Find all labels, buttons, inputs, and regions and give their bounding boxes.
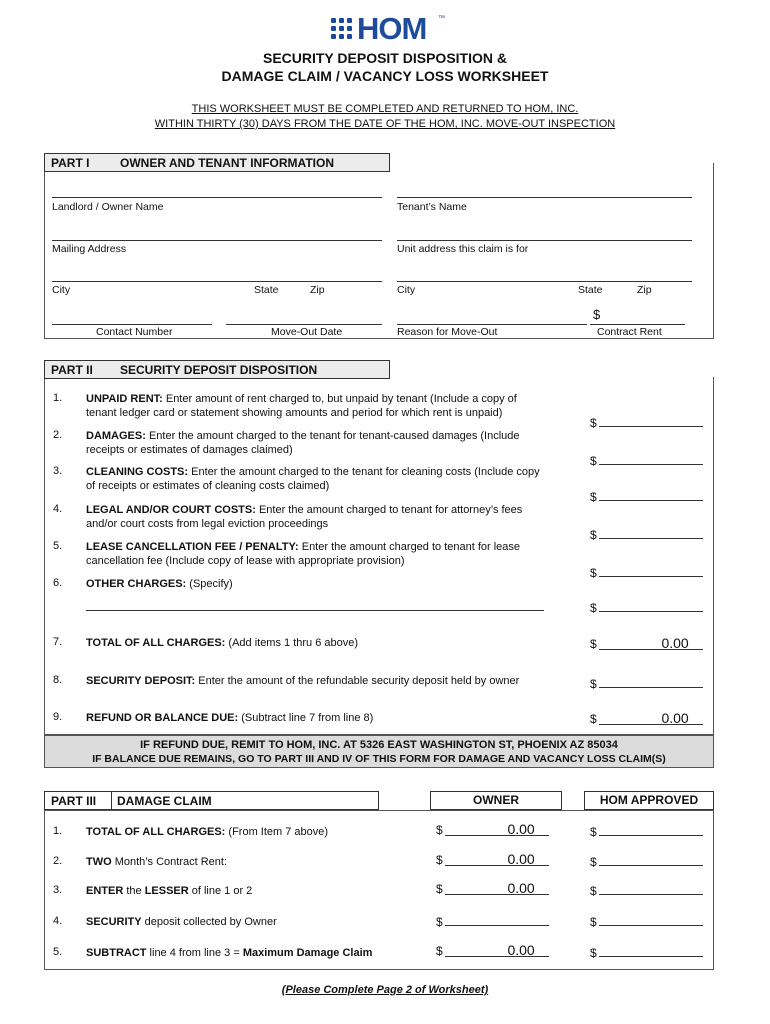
dollar-sign: $ [590,915,597,929]
part2-amount-value[interactable] [599,413,703,427]
part2-item-number: 4. [53,503,63,515]
landlord-name-label: Landlord / Owner Name [52,201,164,213]
dollar-sign: $ [590,884,597,898]
part3-item-description [86,946,372,960]
part2-item-number: 8. [53,674,63,686]
part2-item-label: REFUND OR BALANCE DUE: [86,712,239,724]
part2-item-number: 6. [53,577,63,589]
owner-amount-field[interactable] [436,912,549,929]
moveout-date-label: Move-Out Date [271,326,343,338]
part2-amount-field[interactable] [590,413,703,430]
part2-item-label: DAMAGES: [86,430,146,442]
dollar-sign: $ [590,454,597,468]
mailing-address-field[interactable] [52,240,382,241]
part3-number: PART III [51,794,97,808]
part3-item-text: the [123,885,145,897]
part3-item-number: 3. [53,884,63,896]
dollar-sign: $ [436,882,443,896]
part2-number: PART II [51,363,93,377]
remit-banner-line1: IF REFUND DUE, REMIT TO HOM, INC. AT 5326 EAST WASHINGTON ST, PHOENIX AZ 85034 [140,739,618,751]
mailing-address-label: Mailing Address [52,243,127,255]
dollar-sign: $ [590,825,597,839]
company-logo [330,11,450,46]
dollar-sign: $ [590,855,597,869]
part2-amount-value[interactable] [599,525,703,539]
part2-title: SECURITY DEPOSIT DISPOSITION [120,363,318,377]
part2-item-text: Enter the amount charged to the tenant for tenant-caused damages (Include [145,430,520,442]
hom-approved-amount-field[interactable] [590,912,703,929]
part3-item-text: SECURITY [86,916,142,928]
part2-amount-value[interactable]: 0.00 [599,636,703,650]
owner-state-label: State [254,284,279,296]
dollar-sign: $ [436,944,443,958]
footer-note: (Please Complete Page 2 of Worksheet) [281,984,489,996]
dollar-sign: $ [590,528,597,542]
part3-item-text: ENTER [86,885,124,897]
part3-item-number: 5. [53,946,63,958]
part2-amount-field[interactable] [590,563,703,580]
part3-title: DAMAGE CLAIM [117,794,212,808]
remit-banner-line2: IF BALANCE DUE REMAINS, GO TO PART III AND IV OF THIS FORM FOR DAMAGE AND VACANCY LOSS CLAIM(S) [92,753,666,765]
contact-number-field[interactable] [52,324,212,325]
part3-item-text: TWO [86,856,112,868]
part2-amount-value[interactable]: 0.00 [599,711,703,725]
part1-header [44,153,390,172]
dollar-sign: $ [590,946,597,960]
owner-amount-field-value[interactable]: 0.00 [445,852,549,866]
tenant-name-field[interactable] [397,197,692,198]
form-title-line1: SECURITY DEPOSIT DISPOSITION & [262,50,507,66]
reason-moveout-label: Reason for Move-Out [397,326,498,338]
part2-item-description [86,674,556,688]
part2-amount-field[interactable] [590,711,703,726]
owner-amount-field[interactable] [436,852,549,867]
part2-item-number: 3. [53,465,63,477]
owner-amount-field[interactable] [436,943,549,958]
part2-item-text-continued: receipts or estimates of damages claimed) [86,444,293,456]
part2-amount-field[interactable] [590,598,703,615]
remit-banner [44,735,714,768]
other-charges-specify-field[interactable] [86,610,544,611]
part2-amount-field[interactable] [590,525,703,542]
owner-amount-field-value[interactable]: 0.00 [445,943,549,957]
contract-rent-field[interactable] [590,324,685,325]
part2-amount-value[interactable] [599,598,703,612]
part3-item-text: TOTAL OF ALL CHARGES: [86,826,226,838]
owner-city-state-zip-field[interactable] [52,281,382,282]
part1-number: PART I [51,156,90,170]
part2-amount-value[interactable] [599,451,703,465]
part3-item-text: (From Item 7 above) [225,826,329,838]
part2-amount-field[interactable] [590,674,703,691]
part2-item-description [86,540,556,568]
part2-item-description [86,392,556,420]
dollar-sign: $ [436,915,443,929]
landlord-name-field[interactable] [52,197,382,198]
dollar-sign: $ [436,853,443,867]
part2-item-text-continued: cancellation fee (Include copy of lease with appropriate provision) [86,555,405,567]
logo-trademark: ™ [438,15,445,22]
part3-item-text: deposit collected by Owner [141,916,277,928]
part3-item-text: Maximum Damage Claim [242,947,373,959]
part2-item-text-continued: tenant ledger card or statement showing amounts and period for which rent is unpaid) [86,407,503,419]
dollar-sign: $ [436,823,443,837]
hom-approved-amount-field[interactable] [590,822,703,839]
part2-item-number: 5. [53,540,63,552]
tenant-name-label: Tenant’s Name [397,201,467,213]
rent-dollar-sign: $ [593,307,601,322]
part3-item-text: LESSER [144,885,189,897]
hom-approved-column-header: HOM APPROVED [584,791,714,810]
part2-item-description [86,711,556,725]
part2-item-text: Enter amount of rent charged to, but unpaid by tenant (Include a copy of [162,393,517,405]
part2-item-number: 2. [53,429,63,441]
part3-item-text: Month’s Contract Rent: [111,856,228,868]
logo-dots-icon [330,17,356,43]
owner-column-header: OWNER [430,791,562,810]
dollar-sign: $ [590,416,597,430]
part3-item-description [86,915,277,929]
part2-item-description [86,577,556,591]
part2-amount-field[interactable] [590,636,703,651]
unit-address-field[interactable] [397,240,692,241]
hom-approved-amount-field-value[interactable] [599,943,703,957]
part2-item-number: 9. [53,711,63,723]
owner-amount-field-value[interactable]: 0.00 [445,881,549,895]
part2-item-text: Enter the amount charged to the tenant for cleaning costs (Include copy [188,466,540,478]
part2-item-label: SECURITY DEPOSIT: [86,675,196,687]
logo-text: HOM [357,11,427,46]
instructions-line2: WITHIN THIRTY (30) DAYS FROM THE DATE OF THE HOM, INC. MOVE-OUT INSPECTION [154,118,616,130]
part3-item-description [86,855,227,869]
hom-approved-amount-field-value[interactable] [599,822,703,836]
unit-address-label: Unit address this claim is for [397,243,529,255]
owner-amount-field[interactable] [436,822,549,837]
part2-item-text-continued: and/or court costs from legal eviction proceedings [86,518,329,530]
owner-amount-field-value[interactable]: 0.00 [445,822,549,836]
part2-item-text: Enter the amount charged to tenant for lease [298,541,521,553]
part2-header [44,360,390,379]
part3-item-number: 1. [53,825,63,837]
hom-approved-amount-field[interactable] [590,881,703,898]
part2-item-label: LEASE CANCELLATION FEE / PENALTY: [86,541,299,553]
part2-item-description [86,636,556,650]
part2-amount-field[interactable] [590,487,703,504]
part2-amount-field[interactable] [590,451,703,468]
owner-amount-field[interactable] [436,881,549,896]
part2-amount-value[interactable] [599,674,703,688]
part2-item-text: (Add items 1 thru 6 above) [225,637,359,649]
part2-item-label: LEGAL AND/OR COURT COSTS: [86,504,256,516]
owner-city-label: City [52,284,71,296]
moveout-date-field[interactable] [226,324,382,325]
part2-amount-value[interactable] [599,563,703,577]
contract-rent-label: Contract Rent [597,326,662,338]
part1-title: OWNER AND TENANT INFORMATION [120,156,334,170]
part2-item-label: UNPAID RENT: [86,393,163,405]
hom-approved-amount-field-value[interactable] [599,912,703,926]
part2-item-description [86,465,556,493]
part2-item-text: (Specify) [186,578,233,590]
contact-number-label: Contact Number [96,326,173,338]
part2-item-number: 7. [53,636,63,648]
dollar-sign: $ [590,712,597,726]
part2-item-text: Enter the amount of the refundable security deposit held by owner [195,675,520,687]
part1-frame [44,163,714,339]
dollar-sign: $ [590,637,597,651]
hom-approved-amount-field[interactable] [590,943,703,960]
owner-amount-field-value[interactable] [445,912,549,926]
part2-amount-value[interactable] [599,487,703,501]
form-title-line2: DAMAGE CLAIM / VACANCY LOSS WORKSHEET [221,68,549,84]
part3-item-text: line 4 from line 3 = [146,947,243,959]
hom-approved-amount-field[interactable] [590,852,703,869]
part2-item-number: 1. [53,392,63,404]
part2-item-label: CLEANING COSTS: [86,466,189,478]
part2-item-text-continued: of receipts or estimates of cleaning costs claimed) [86,480,330,492]
part2-item-description [86,429,556,457]
part2-item-text: Enter the amount charged to tenant for attorney’s fees [255,504,523,516]
unit-city-label: City [397,284,416,296]
dollar-sign: $ [590,566,597,580]
hom-approved-amount-field-value[interactable] [599,852,703,866]
unit-city-state-zip-field[interactable] [397,281,692,282]
unit-state-label: State [578,284,603,296]
part3-item-description [86,825,328,839]
part2-item-text: (Subtract line 7 from line 8) [238,712,374,724]
hom-approved-amount-field-value[interactable] [599,881,703,895]
part2-item-label: OTHER CHARGES: [86,578,187,590]
dollar-sign: $ [590,601,597,615]
part3-item-number: 2. [53,855,63,867]
part3-item-number: 4. [53,915,63,927]
unit-zip-label: Zip [637,284,652,296]
dollar-sign: $ [590,677,597,691]
part2-item-label: TOTAL OF ALL CHARGES: [86,637,226,649]
part2-item-description [86,503,556,531]
owner-zip-label: Zip [310,284,325,296]
part3-item-description [86,884,252,898]
instructions-line1: THIS WORKSHEET MUST BE COMPLETED AND RETURNED TO HOM, INC. [191,103,579,115]
part3-item-text: of line 1 or 2 [188,885,253,897]
reason-moveout-field[interactable] [397,324,587,325]
part3-header [44,791,379,810]
part3-item-text: SUBTRACT [86,947,147,959]
dollar-sign: $ [590,490,597,504]
